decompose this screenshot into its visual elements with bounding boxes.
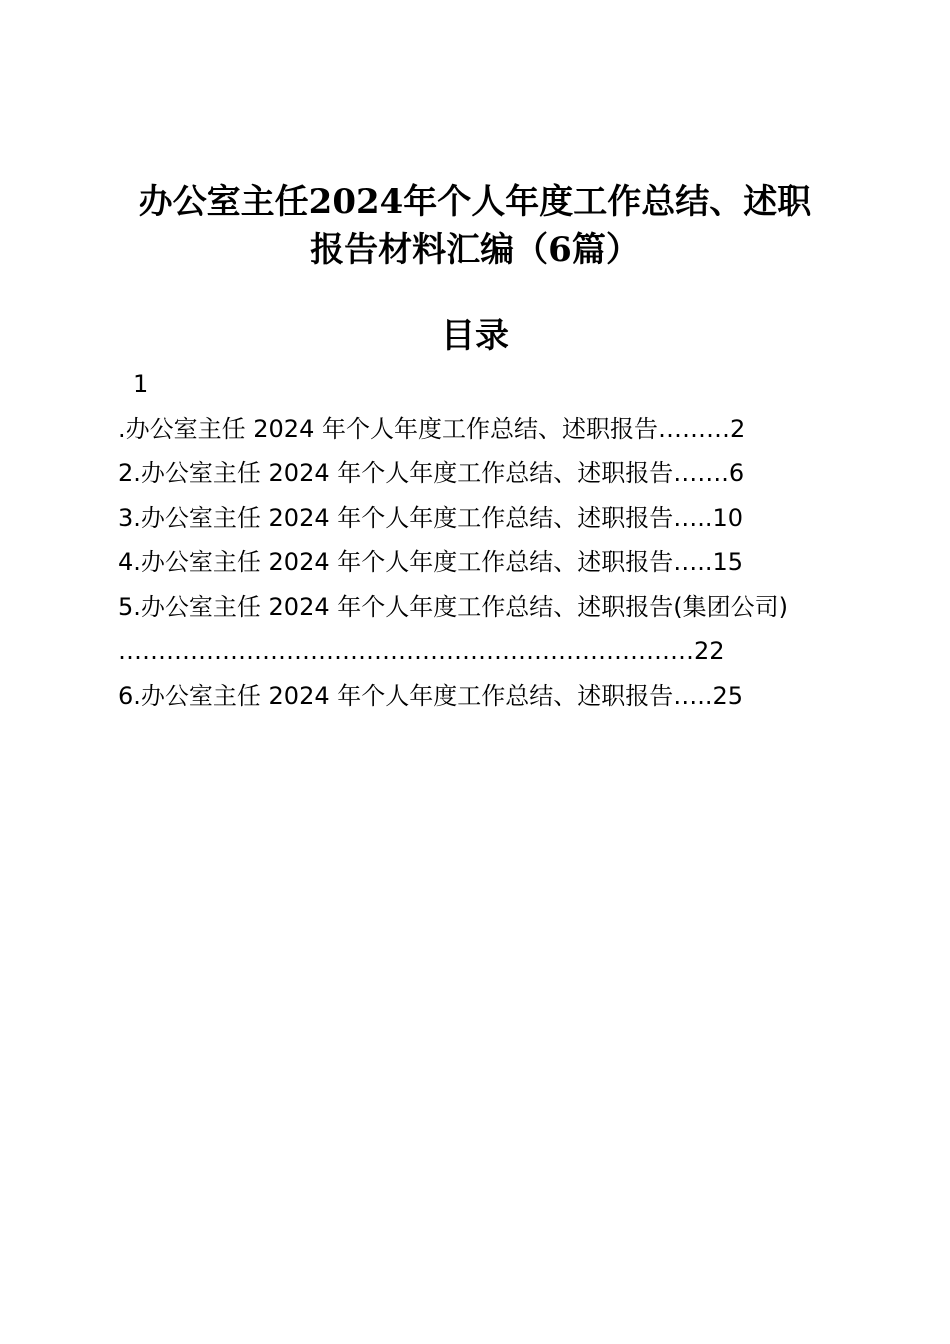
title-line-2: 报告材料汇编（6篇）	[310, 230, 640, 270]
toc-heading: 目录	[441, 316, 509, 356]
toc-entry-3[interactable]: 3.办公室主任 2024 年个人年度工作总结、述职报告…..10	[118, 503, 744, 532]
toc-entry-2[interactable]: 2.办公室主任 2024 年个人年度工作总结、述职报告…….6	[118, 459, 745, 487]
table-of-contents	[118, 362, 838, 718]
toc-entry-4[interactable]: 4.办公室主任 2024 年个人年度工作总结、述职报告…..15	[118, 548, 744, 576]
title-line-1: 办公室主任2024年个人年度工作总结、述职	[138, 182, 812, 222]
toc-entry-6[interactable]: 6.办公室主任 2024 年个人年度工作总结、述职报告…..25	[118, 681, 744, 710]
toc-entry-5-page[interactable]: ………………………………………………………………22	[118, 637, 725, 665]
toc-entry-1[interactable]: .办公室主任 2024 年个人年度工作总结、述职报告………2	[118, 414, 746, 443]
toc-entry-number[interactable]: 1	[133, 370, 149, 398]
document-title	[100, 178, 850, 274]
toc-entry-5[interactable]: 5.办公室主任 2024 年个人年度工作总结、述职报告(集团公司)	[118, 592, 788, 621]
